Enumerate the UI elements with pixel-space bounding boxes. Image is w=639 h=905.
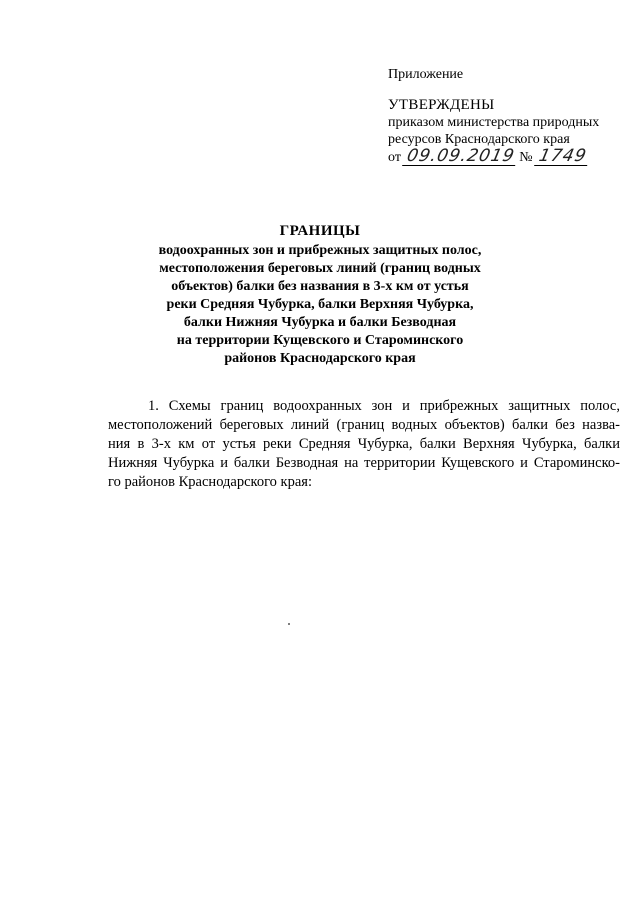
paragraph-line: ния в 3-х км от устья реки Средняя Чубурка, балки Верхняя Чубурка, балки — [108, 436, 620, 452]
title-line: реки Средняя Чубурка, балки Верхняя Чубурка, — [166, 297, 474, 312]
approval-date-line — [388, 148, 628, 166]
title-line: объектов) балки без названия в 3-х км от устья — [171, 279, 469, 294]
date-prefix: от — [388, 150, 401, 165]
document-title — [150, 222, 490, 368]
approval-line-2: ресурсов Краснодарского края — [388, 132, 570, 147]
paragraph-line: местоположений береговых линий (границ водных объектов) балки без назва- — [108, 417, 620, 433]
handwritten-date: 09.09.2019 — [402, 148, 519, 166]
approval-line-1: приказом министерства природных — [388, 115, 600, 130]
title-line: водоохранных зон и прибрежных защитных полос, — [158, 243, 482, 258]
approval-block — [388, 66, 628, 166]
title-line: районов Краснодарского края — [224, 351, 416, 366]
number-sign: № — [519, 150, 533, 165]
title-heading: ГРАНИЦЫ — [279, 223, 361, 239]
scan-speck — [288, 623, 290, 625]
paragraph-line: 1. Схемы границ водоохранных зон и прибрежных защитных полос, — [148, 398, 620, 414]
handwritten-number: 1749 — [534, 148, 591, 166]
approved-heading: УТВЕРЖДЕНЫ — [388, 97, 495, 113]
paragraph-line: го районов Краснодарского края: — [108, 474, 312, 490]
title-line: на территории Кущевского и Староминского — [176, 333, 464, 348]
body-paragraph — [108, 397, 620, 492]
title-line: балки Нижняя Чубурка и балки Безводная — [183, 315, 457, 330]
appendix-label: Приложение — [388, 67, 464, 82]
title-line: местоположения береговых линий (границ водных — [159, 261, 481, 276]
paragraph-line: Нижняя Чубурка и балки Безводная на территории Кущевского и Староминско- — [108, 455, 620, 471]
